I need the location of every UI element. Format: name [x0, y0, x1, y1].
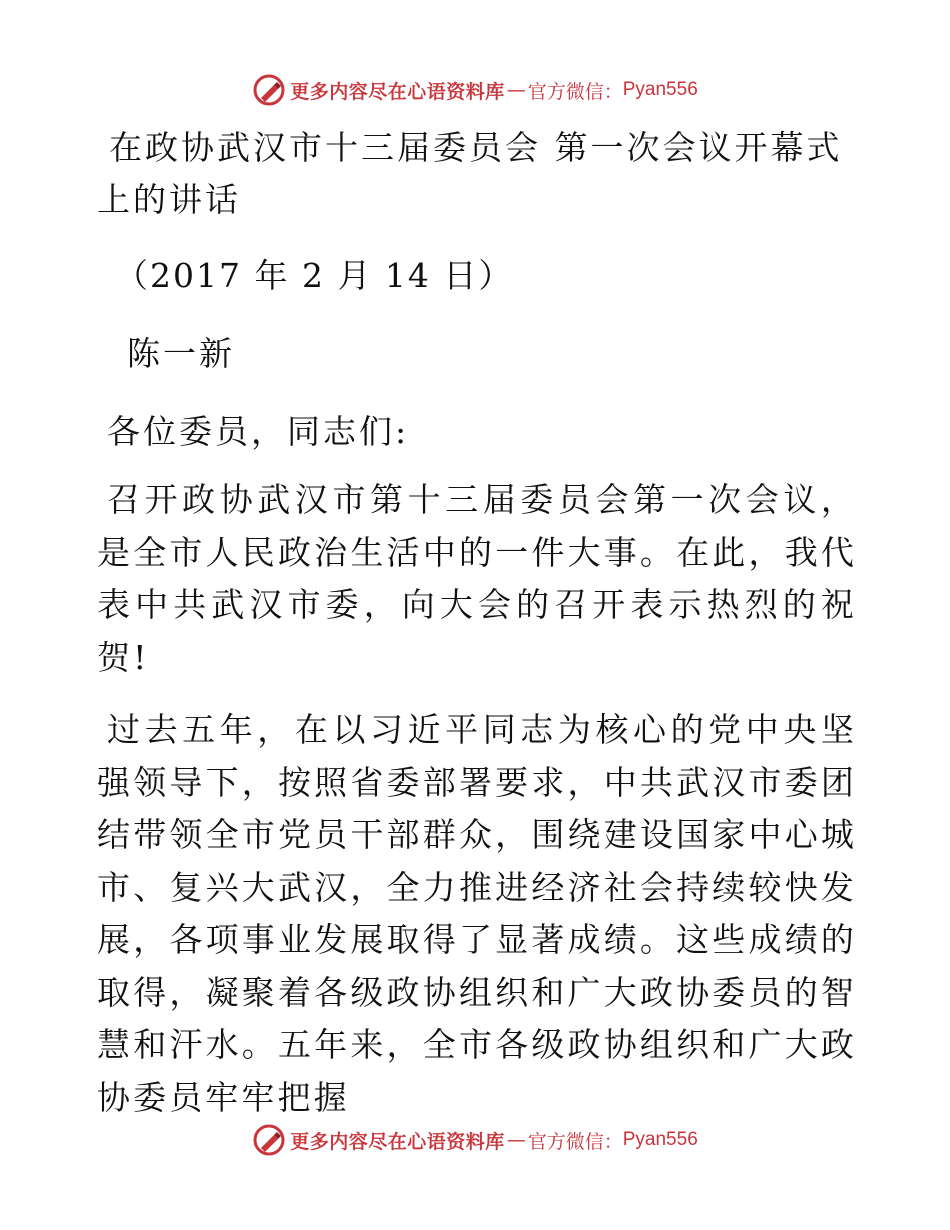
wechat-label: 官方微信： — [527, 1130, 623, 1153]
document-author: 陈一新 — [127, 334, 235, 373]
wechat-label: 官方微信： — [527, 80, 623, 103]
document-title: 在政协武汉市十三届委员会 第一次会议开幕式上的讲话 — [97, 128, 843, 219]
wechat-id: Pyan556 — [622, 79, 698, 100]
wechat-id: Pyan556 — [622, 1129, 698, 1150]
footer-banner — [0, 1120, 950, 1160]
pen-logo-icon — [252, 1123, 286, 1157]
banner-separator: — — [506, 79, 526, 101]
banner-text: 更多内容尽在心语资料库 — [290, 80, 505, 103]
paragraph: 过去五年，在以习近平同志为核心的党中央坚强领导下，按照省委部署要求，中共武汉市委团结带领全市党员干部群众，围绕建设国家中心城市、复兴大武汉，全力推进经济社会持续较快发展，各项事业发展取得了显著成绩。这些成绩的取得，凝聚着各级政协组织和广大政协委员的智慧和汗水。五年来，全市各级政协组织和广大政协委员牢牢把握 — [97, 710, 857, 1117]
document-body — [97, 122, 857, 1124]
header-banner — [0, 70, 950, 110]
pen-logo-icon — [252, 73, 286, 107]
paragraph: 召开政协武汉市第十三届委员会第一次会议，是全市人民政治生活中的一件大事。在此，我代表中共武汉市委，向大会的召开表示热烈的祝贺! — [97, 480, 857, 677]
salutation: 各位委员，同志们: — [107, 412, 410, 451]
banner-separator: — — [506, 1129, 526, 1151]
banner-text: 更多内容尽在心语资料库 — [290, 1130, 505, 1153]
document-date: （2017 年 2 月 14 日） — [115, 256, 514, 295]
